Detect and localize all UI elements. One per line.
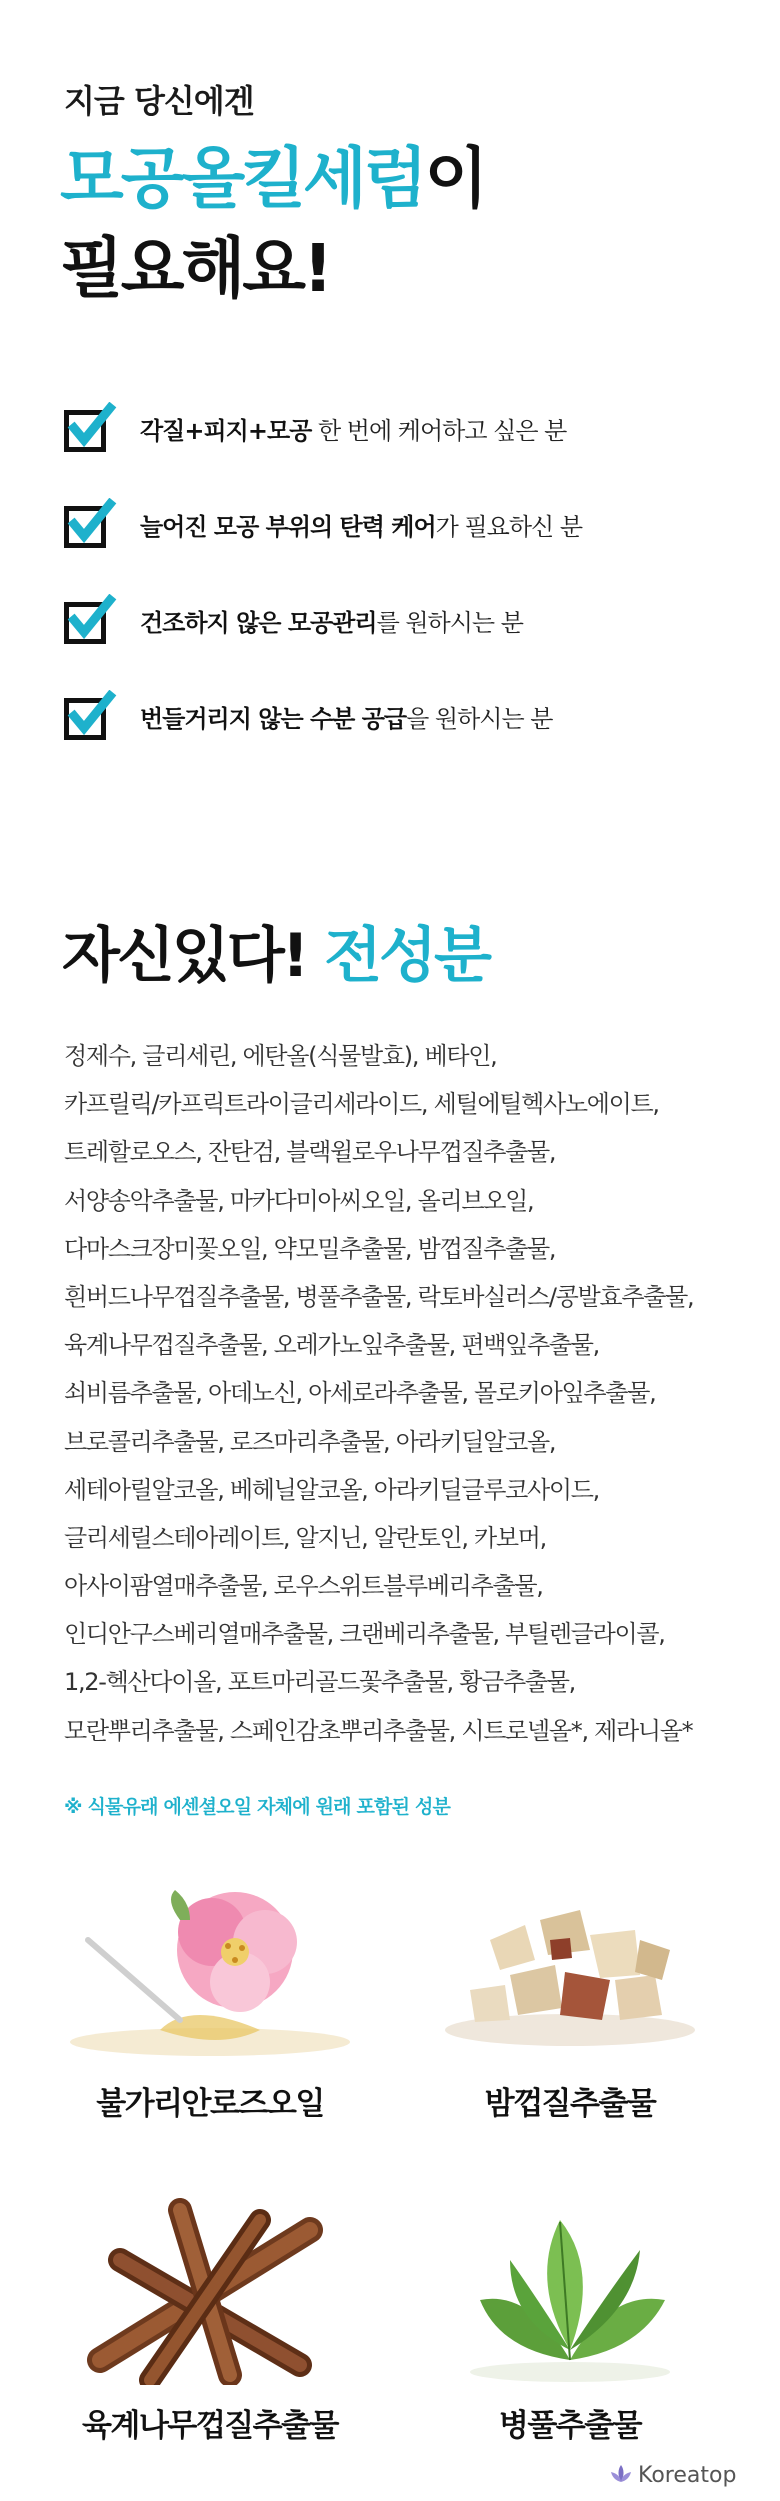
ingredient-line: 세테아릴알코올, 베헤닐알코올, 아라키딜글루코사이드, xyxy=(64,1475,599,1504)
checklist-item xyxy=(62,476,742,572)
featured-ingredient-label: 밤껍질추출물 xyxy=(484,2086,656,2122)
ingredient-line: 카프릴릭/카프릭트라이글리세라이드, 세틸에틸헥사노에이트, xyxy=(64,1090,659,1119)
ingredient-line: 트레할로오스, 잔탄검, 블랙윌로우나무껍질추출물, xyxy=(64,1138,556,1167)
ingredient-line: 1,2-헥산다이올, 포트마리골드꽃추출물, 황금추출물, xyxy=(64,1668,575,1697)
ingredient-line: 서양송악추출물, 마카다미아씨오일, 올리브오일, xyxy=(64,1186,534,1215)
checkbox-checked-icon xyxy=(62,690,114,742)
ingredients-title xyxy=(62,908,489,994)
headline-suffix: 이 xyxy=(424,140,486,217)
featured-ingredient-cinnamon xyxy=(40,2190,380,2450)
checklist-text: 건조하지 않은 모공관리를 원하시는 분 xyxy=(140,608,523,637)
headline-accent: 모공올킬세럼 xyxy=(60,140,425,217)
checklist-item xyxy=(62,668,742,764)
target-checklist xyxy=(62,380,742,764)
eyebrow-text: 지금 당신에겐 xyxy=(64,82,254,120)
rose-oil-image xyxy=(60,1880,360,2070)
cinnamon-bark-image xyxy=(60,2190,360,2385)
lotus-logo-icon xyxy=(608,2462,634,2488)
ingredient-line: 글리세릴스테아레이트, 알지닌, 알란토인, 카보머, xyxy=(64,1523,546,1552)
ingredient-list xyxy=(64,1036,764,1759)
ingredient-line: 인디안구스베리열매추출물, 크랜베리추출물, 부틸렌글라이콜, xyxy=(64,1620,665,1649)
featured-ingredient-rose-oil xyxy=(40,1880,380,2130)
ingredient-line: 흰버드나무껍질추출물, 병풀추출물, 락토바실러스/콩발효추출물, xyxy=(64,1282,694,1311)
ingredient-line: 다마스크장미꽃오일, 약모밀추출물, 밤껍질추출물, xyxy=(64,1234,556,1263)
ingredients-title-main: 자신있다! xyxy=(62,921,307,991)
ingredient-line: 육계나무껍질추출물, 오레가노잎추출물, 편백잎추출물, xyxy=(64,1331,599,1360)
ingredient-line: 브로콜리추출물, 로즈마리추출물, 아라키딜알코올, xyxy=(64,1427,556,1456)
checklist-item xyxy=(62,380,742,476)
checklist-item xyxy=(62,572,742,668)
checkbox-checked-icon xyxy=(62,402,114,454)
featured-ingredient-label: 불가리안로즈오일 xyxy=(96,2086,324,2122)
ingredients-title-accent: 전성분 xyxy=(324,921,489,991)
centella-leaf-image xyxy=(440,2200,700,2390)
checklist-text: 늘어진 모공 부위의 탄력 케어가 필요하신 분 xyxy=(140,512,583,541)
ingredient-line: 쇠비름추출물, 아데노신, 아세로라추출물, 몰로키아잎추출물, xyxy=(64,1379,656,1408)
headline-line2: 필요해요! xyxy=(60,230,331,307)
featured-ingredient-chestnut xyxy=(400,1880,740,2130)
checkbox-checked-icon xyxy=(62,498,114,550)
checklist-text: 각질+피지+모공 한 번에 케어하고 싶은 분 xyxy=(140,416,567,445)
checklist-text: 번들거리지 않는 수분 공급을 원하시는 분 xyxy=(140,704,553,733)
ingredient-line: 모란뿌리추출물, 스페인감초뿌리추출물, 시트로넬올*, 제라니올* xyxy=(64,1716,693,1745)
featured-ingredient-centella xyxy=(400,2190,740,2450)
koreatop-watermark xyxy=(608,2462,736,2488)
watermark-text: Koreatop xyxy=(638,2462,737,2488)
ingredient-line: 정제수, 글리세린, 에탄올(식물발효), 베타인, xyxy=(64,1042,497,1070)
ingredient-line: 아사이팜열매추출물, 로우스위트블루베리추출물, xyxy=(64,1572,543,1601)
checkbox-checked-icon xyxy=(62,594,114,646)
ingredients-footnote: ※ 식물유래 에센셜오일 자체에 원래 포함된 성분 xyxy=(64,1796,451,1818)
chestnut-shell-image xyxy=(430,1880,710,2060)
featured-ingredient-label: 육계나무껍질추출물 xyxy=(81,2408,338,2444)
featured-ingredient-label: 병풀추출물 xyxy=(498,2408,642,2444)
headline xyxy=(60,134,485,314)
